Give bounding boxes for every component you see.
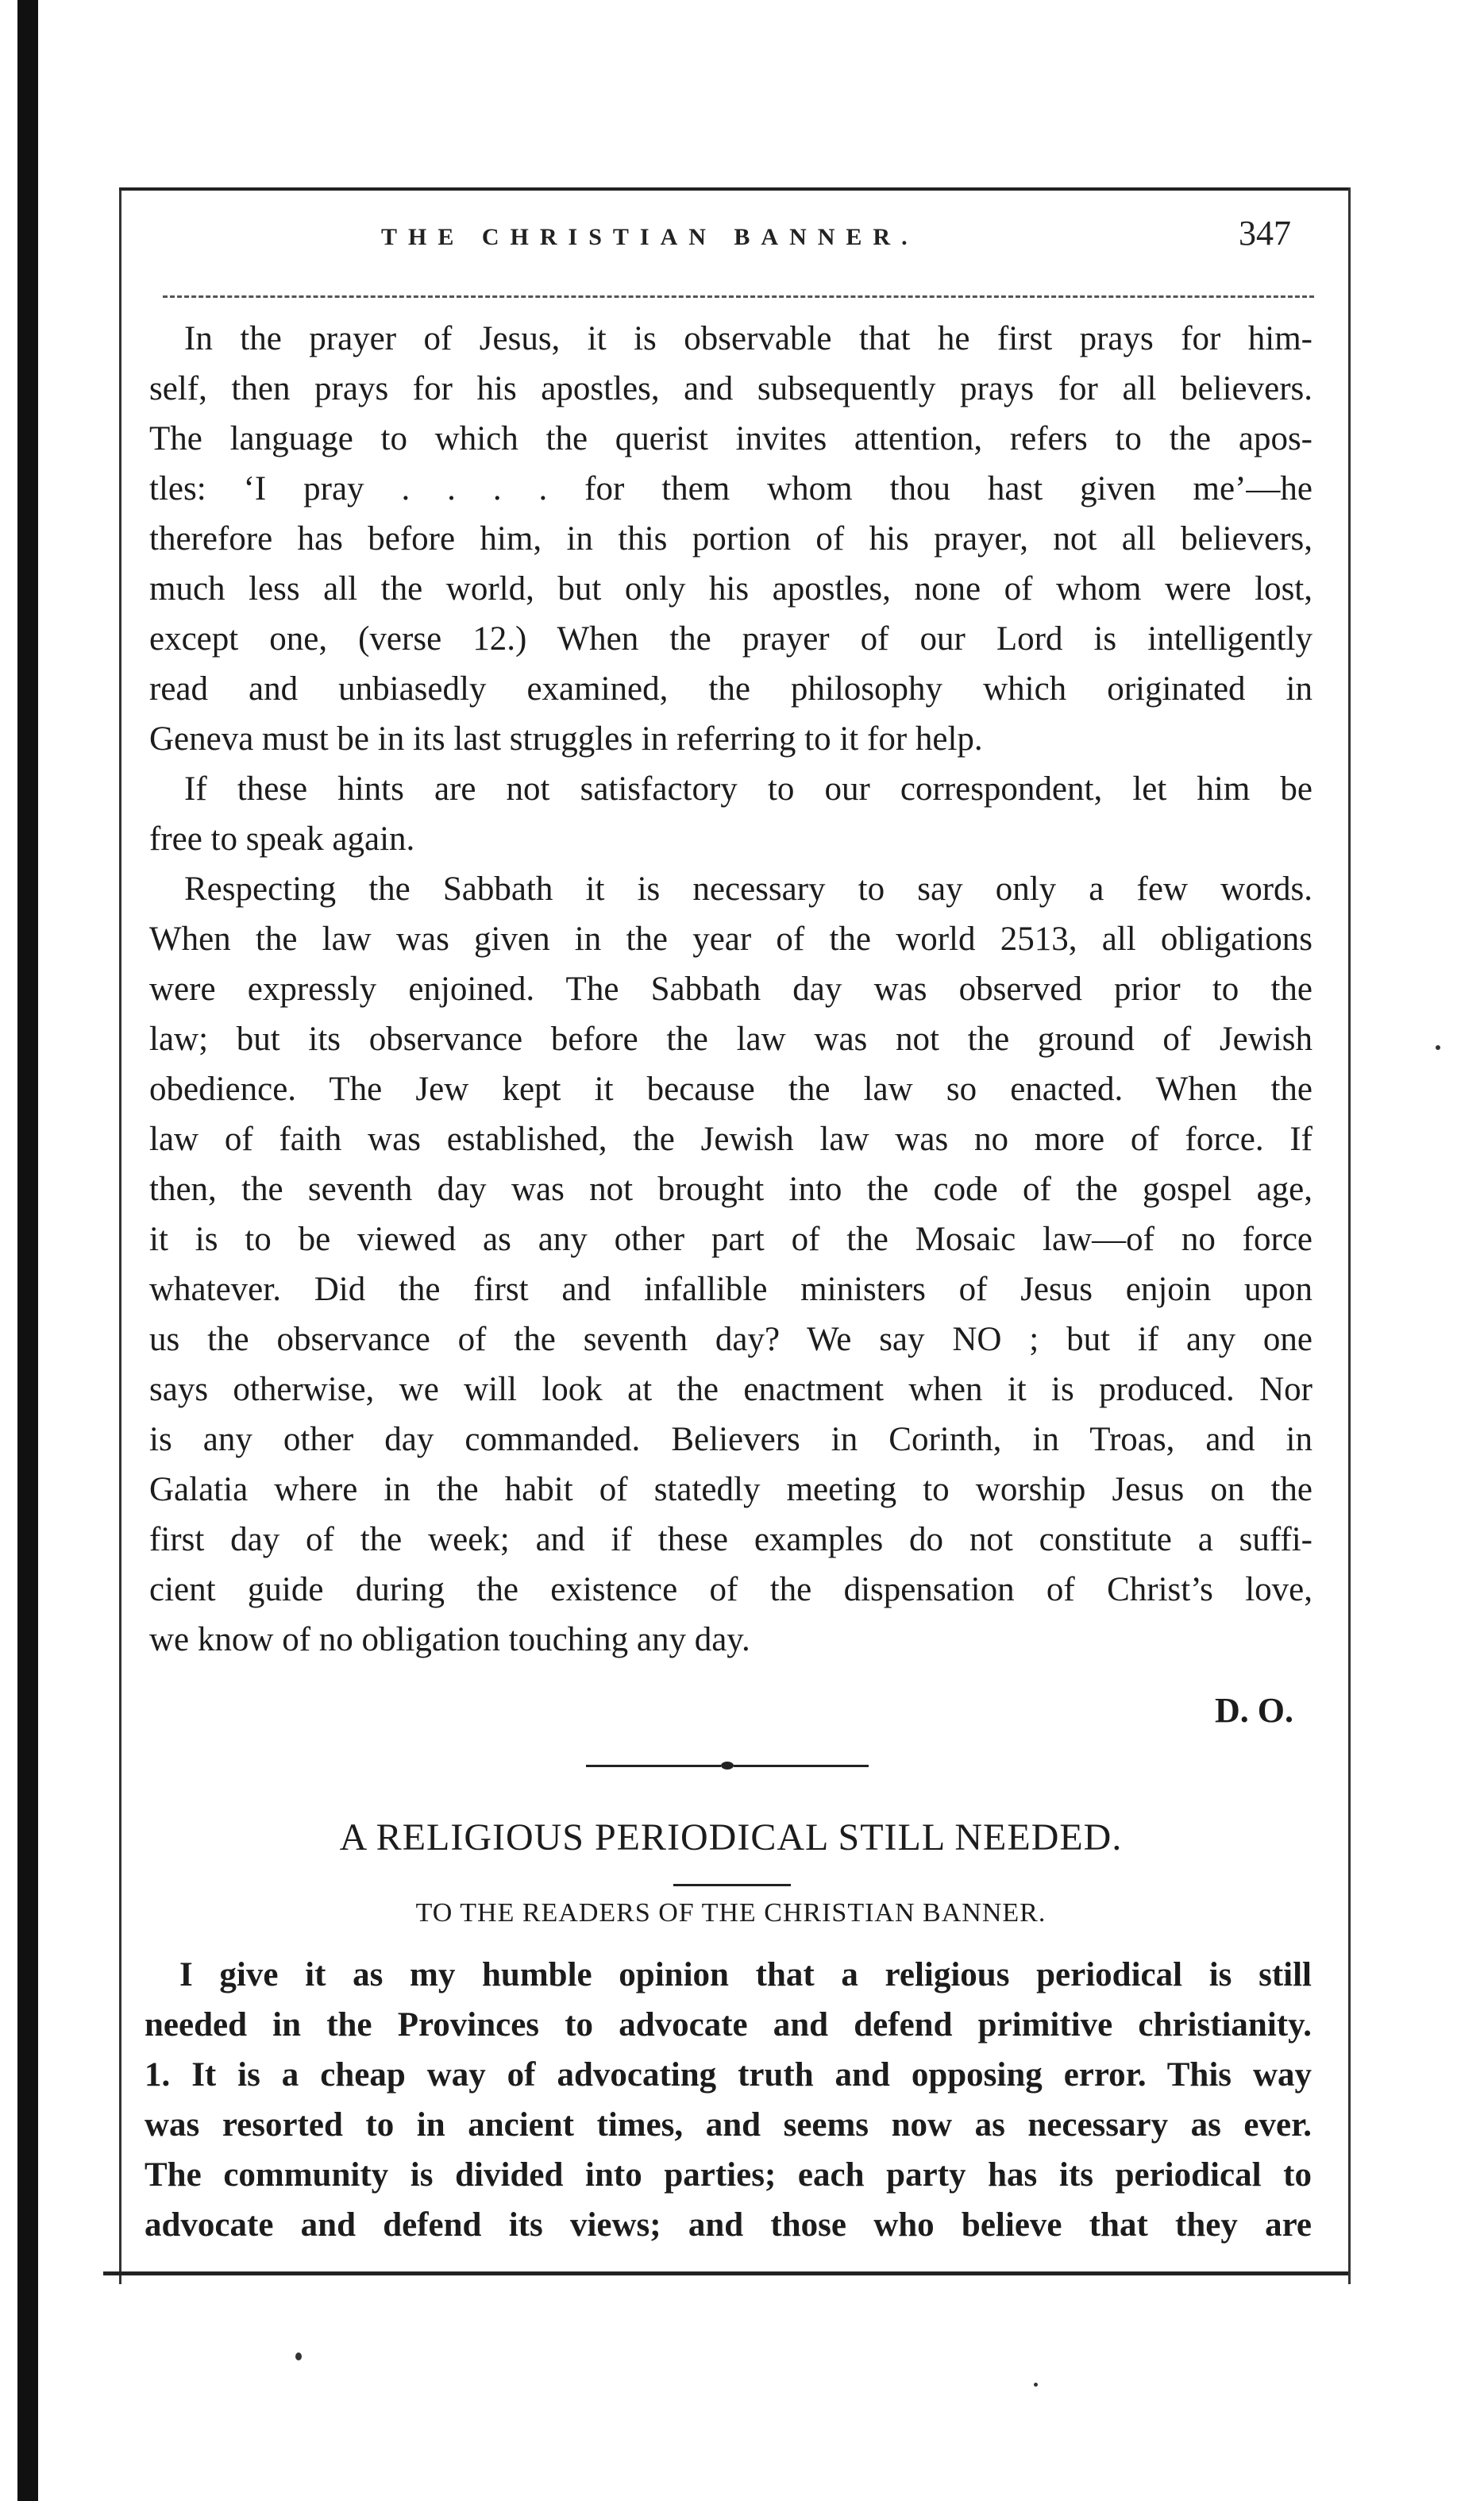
text-line: first day of the week; and if these examples do not constitute a suffi- (149, 1521, 1312, 1558)
text-line: much less all the world, but only his apostles, none of whom were lost, (149, 570, 1312, 608)
text-line: advocate and defend its views; and those who believe that they are (145, 2206, 1312, 2244)
text-line: The community is divided into parties; each party has its periodical to (145, 2156, 1312, 2194)
text-line: it is to be viewed as any other part of the Mosaic law—of no force (149, 1221, 1312, 1258)
text-line: The language to which the querist invites attention, refers to the apos- (149, 420, 1312, 457)
text-line: I give it as my humble opinion that a religious periodical is still (179, 1956, 1312, 1993)
text-line: says otherwise, we will look at the enactment when it is produced. Nor (149, 1371, 1312, 1408)
article-title: A RELIGIOUS PERIODICAL STILL NEEDED. (339, 1816, 1123, 1858)
ink-speck (1436, 1045, 1440, 1050)
text-line: Galatia where in the habit of statedly meeting to worship Jesus on the (149, 1471, 1312, 1508)
text-line: free to speak again. (149, 820, 415, 858)
text-line: When the law was given in the year of the world 2513, all obligations (149, 921, 1312, 958)
text-line: whatever. Did the first and infallible ministers of Jesus enjoin upon (149, 1271, 1312, 1308)
ink-speck (295, 2352, 302, 2360)
text-line: obedience. The Jew kept it because the law so enacted. When the (149, 1071, 1312, 1108)
text-line: us the observance of the seventh day? We say NO ; but if any one (149, 1321, 1312, 1358)
text-line: law; but its observance before the law was not the ground of Jewish (149, 1021, 1312, 1058)
text-line: were expressly enjoined. The Sabbath day was observed prior to the (149, 971, 1312, 1008)
text-line: needed in the Provinces to advocate and defend primitive christianity. (145, 2006, 1312, 2044)
book-spine-shadow (17, 0, 38, 2501)
text-line: In the prayer of Jesus, it is observable that he first prays for him- (184, 320, 1312, 357)
article-subtitle: TO THE READERS OF THE CHRISTIAN BANNER. (415, 1898, 1047, 1928)
text-line: Geneva must be in its last struggles in referring to it for help. (149, 720, 983, 758)
running-head: THE CHRISTIAN BANNER. (381, 224, 919, 250)
text-line: tles: ‘I pray . . . . for them whom thou hast given me’—he (149, 470, 1312, 508)
text-line: except one, (verse 12.) When the prayer of our Lord is intelligently (149, 620, 1312, 658)
article-body (145, 1950, 1312, 2250)
ink-speck (1034, 2383, 1038, 2387)
text-line: is any other day commanded. Believers in Corinth, in Troas, and in (149, 1421, 1312, 1458)
text-line: read and unbiasedly examined, the philosophy which originated in (149, 670, 1312, 708)
page-number: 347 (1239, 214, 1291, 253)
text-line: self, then prays for his apostles, and subsequently prays for all believers. (149, 370, 1312, 407)
title-rule (673, 1884, 791, 1886)
text-line: we know of no obligation touching any day. (149, 1621, 750, 1658)
header-rule (163, 295, 1314, 298)
top-border-rule (119, 187, 1348, 191)
text-line: then, the seventh day was not brought into the code of the gospel age, (149, 1171, 1312, 1208)
section-divider-ornament (586, 1762, 872, 1770)
text-line: therefore has before him, in this portion of his prayer, not all believers, (149, 520, 1312, 558)
text-line: law of faith was established, the Jewish law was no more of force. If (149, 1121, 1312, 1158)
text-line: Respecting the Sabbath it is necessary to say only a few words. (184, 870, 1312, 908)
text-line: was resorted to in ancient times, and seems now as necessary as ever. (145, 2106, 1312, 2144)
text-line: If these hints are not satisfactory to our correspondent, let him be (184, 770, 1312, 808)
text-line: cient guide during the existence of the dispensation of Christ’s love, (149, 1571, 1312, 1608)
bottom-border-rule (103, 2271, 1348, 2275)
author-signature: D. O. (1215, 1691, 1293, 1730)
body-text (149, 314, 1312, 1665)
text-line: 1. It is a cheap way of advocating truth and opposing error. This way (145, 2056, 1312, 2094)
